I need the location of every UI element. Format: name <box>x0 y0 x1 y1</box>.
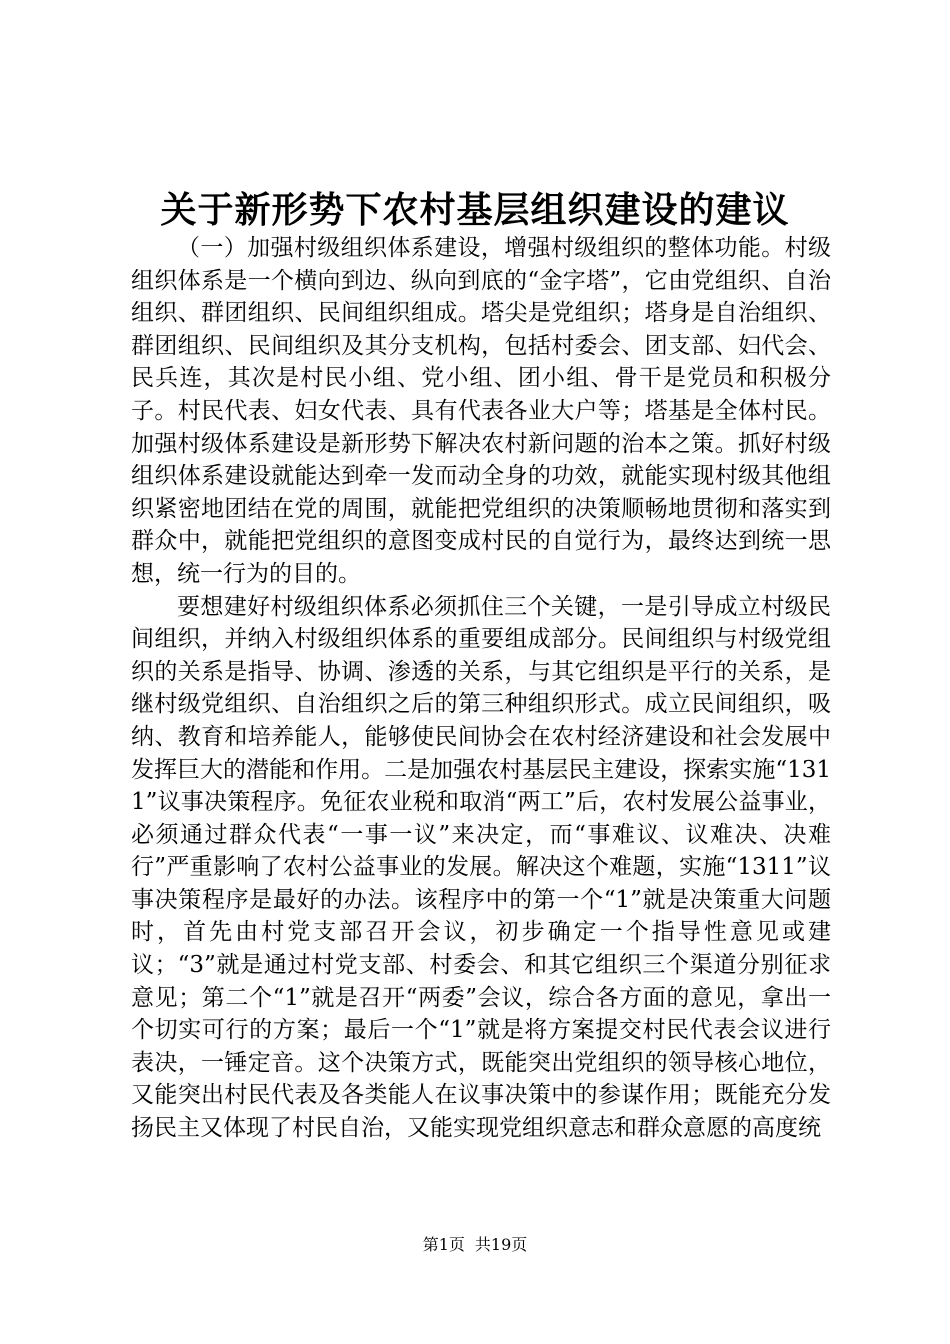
document-body <box>131 232 831 1145</box>
page-footer <box>0 1234 950 1256</box>
paragraph-2: 要想建好村级组织体系必须抓住三个关键，一是引导成立村级民间组织，并纳入村级组织体系的重要组成部分。民间组织与村级党组织的关系是指导、协调、渗透的关系，与其它组织是平行的关系，是继村级党组织、自治组织之后的第三种组织形式。成立民间组织，吸纳、教育和培养能人，能够使民间协会在农村经济建设和社会发展中发挥巨大的潜能和作用。二是加强农村基层民主建设，探索实施“1311”议事决策程序。免征农业税和取消“两工”后，农村发展公益事业，必须通过群众代表“一事一议”来决定，而“事难议、议难决、决难行”严重影响了农村公益事业的发展。解决这个难题，实施“1311”议事决策程序是最好的办法。该程序中的第一个“1”就是决策重大问题时，首先由村党支部召开会议，初步确定一个指导性意见或建议；“3”就是通过村党支部、村委会、和其它组织三个渠道分别征求意见；第二个“1”就是召开“两委”会议，综合各方面的意见，拿出一个切实可行的方案；最后一个“1”就是将方案提交村民代表会议进行表决，一锤定音。这个决策方式，既能突出党组织的领导核心地位，又能突出村民代表及各类能人在议事决策中的参谋作用；既能充分发扬民主又体现了村民自治，又能实现党组织意志和群众意愿的高度统 <box>131 593 831 1142</box>
page-total: 共19页 <box>474 1235 528 1254</box>
document-title: 关于新形势下农村基层组织建设的建议 <box>160 189 790 231</box>
page-number: 第1页 <box>422 1235 465 1254</box>
paragraph-1: （一）加强村级组织体系建设，增强村级组织的整体功能。村级组织体系是一个横向到边、纵向到底的“金字塔”，它由党组织、自治组织、群团组织、民间组织组成。塔尖是党组织；塔身是自治组织、群团组织、民间组织及其分支机构，包括村委会、团支部、妇代会、民兵连，其次是村民小组、党小组、团小组、骨干是党员和积极分子。村民代表、妇女代表、具有代表各业大户等；塔基是全体村民。加强村级体系建设是新形势下解决农村新问题的治本之策。抓好村级组织体系建设就能达到牵一发而动全身的功效，就能实现村级其他组织紧密地团结在党的周围，就能把党组织的决策顺畅地贯彻和落实到群众中，就能把党组织的意图变成村民的自觉行为，最终达到统一思想，统一行为的目的。 <box>131 235 831 587</box>
